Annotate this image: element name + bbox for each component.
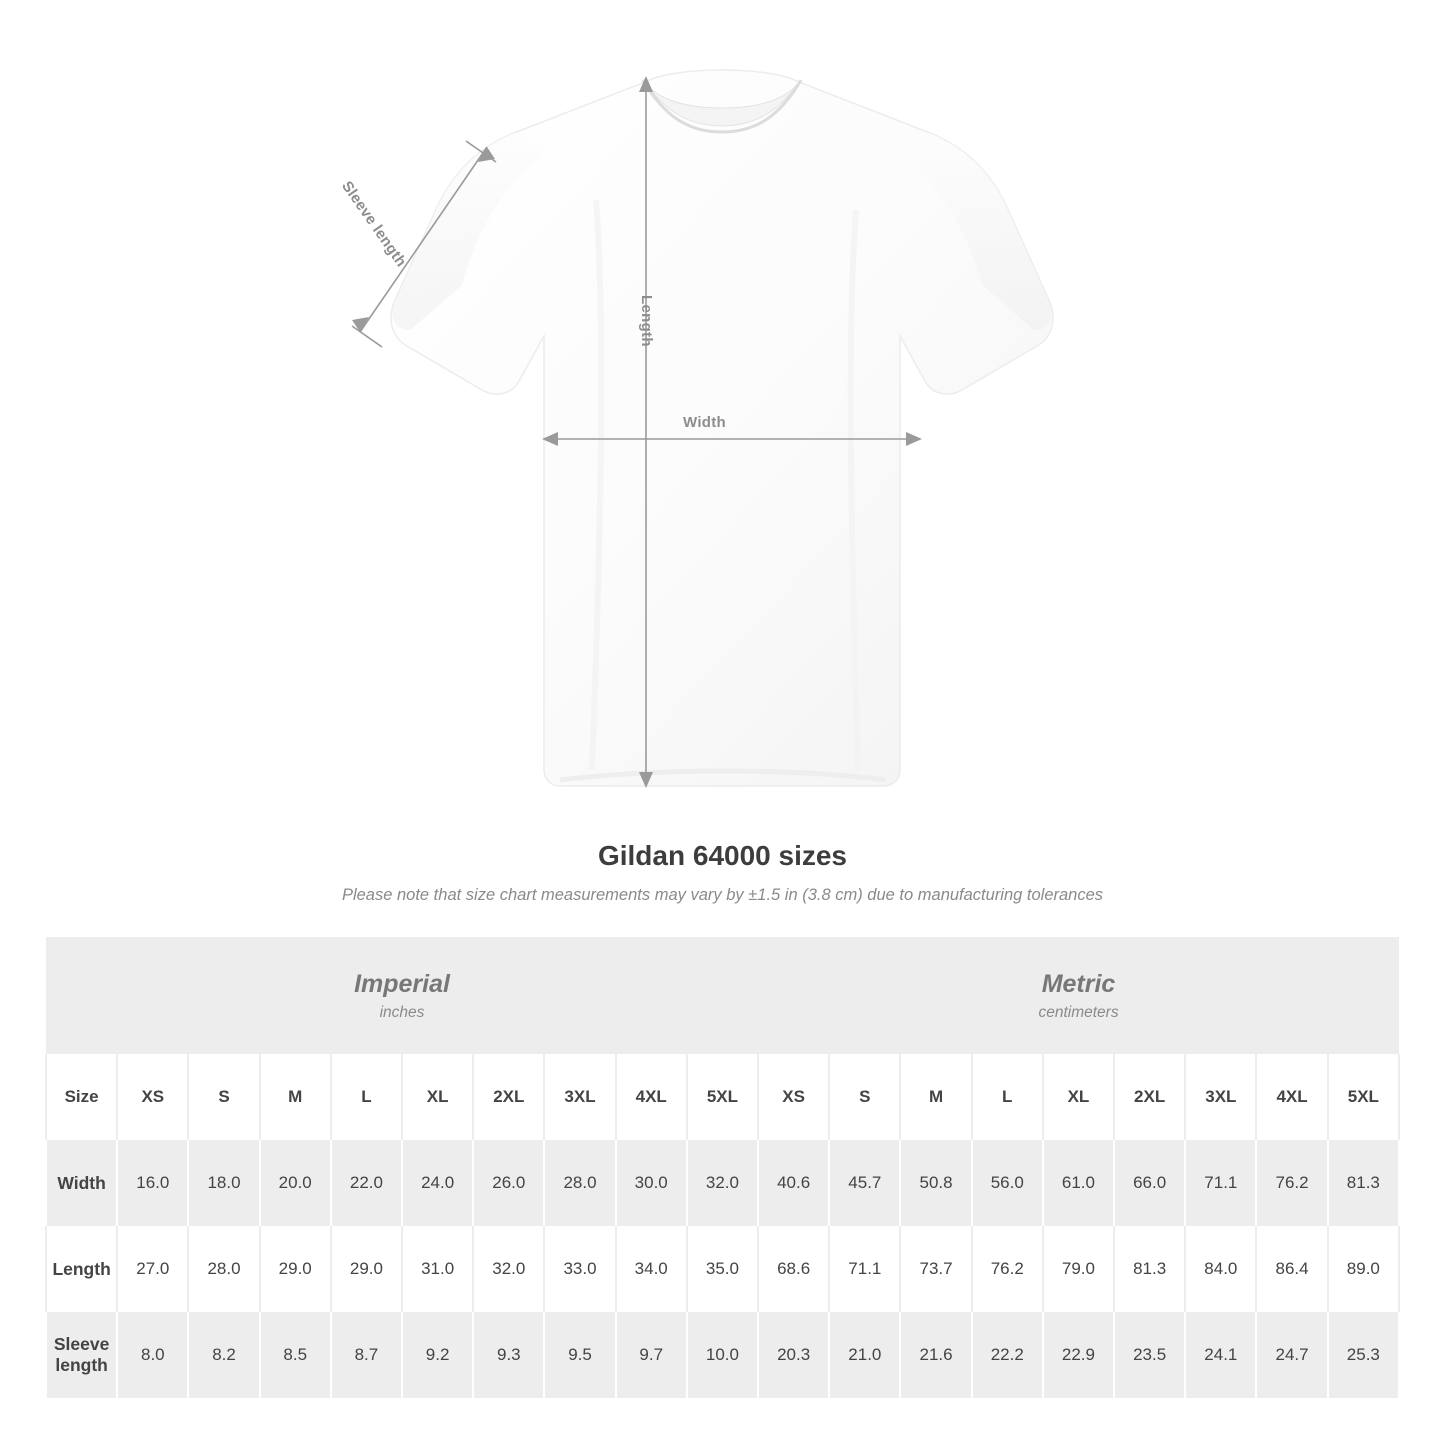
table-cell: 20.3: [758, 1312, 829, 1398]
table-row: [46, 1312, 1399, 1398]
table-cell: 25.3: [1328, 1312, 1399, 1398]
table-cell: 16.0: [117, 1140, 188, 1226]
sleeve-length-label: Sleeve length: [338, 178, 410, 271]
size-header-cell: L: [331, 1054, 402, 1140]
table-cell: 35.0: [687, 1226, 758, 1312]
table-cell: 32.0: [687, 1140, 758, 1226]
table-cell: 81.3: [1328, 1140, 1399, 1226]
table-cell: 40.6: [758, 1140, 829, 1226]
size-header-cell: M: [260, 1054, 331, 1140]
row-label-width: Width: [46, 1140, 117, 1226]
size-header-cell: XS: [117, 1054, 188, 1140]
table-cell: 22.0: [331, 1140, 402, 1226]
size-header-cell: XL: [402, 1054, 473, 1140]
table-cell: 84.0: [1185, 1226, 1256, 1312]
unit-group-imperial-sub: inches: [379, 1004, 425, 1022]
size-header-cell: 3XL: [1185, 1054, 1256, 1140]
table-cell: 9.2: [402, 1312, 473, 1398]
table-cell: 29.0: [260, 1226, 331, 1312]
table-cell: 30.0: [616, 1140, 687, 1226]
size-header-cell: 2XL: [1114, 1054, 1185, 1140]
size-header-cell: S: [829, 1054, 900, 1140]
table-cell: 56.0: [972, 1140, 1043, 1226]
table-cell: 20.0: [260, 1140, 331, 1226]
table-cell: 22.9: [1043, 1312, 1114, 1398]
table-cell: 9.5: [544, 1312, 615, 1398]
table-cell: 21.0: [829, 1312, 900, 1398]
table-cell: 33.0: [544, 1226, 615, 1312]
size-header-cell: L: [972, 1054, 1043, 1140]
size-header-cell: M: [900, 1054, 971, 1140]
table-cell: 29.0: [331, 1226, 402, 1312]
size-header-cell: XL: [1043, 1054, 1114, 1140]
table-cell: 8.5: [260, 1312, 331, 1398]
table-cell: 9.3: [473, 1312, 544, 1398]
size-table-wrapper: [0, 937, 1445, 1398]
length-label: Length: [638, 295, 655, 347]
size-table: [45, 937, 1400, 1398]
size-header-cell: 3XL: [544, 1054, 615, 1140]
table-cell: 71.1: [829, 1226, 900, 1312]
size-header-cell: XS: [758, 1054, 829, 1140]
table-cell: 76.2: [972, 1226, 1043, 1312]
size-header-cell: S: [188, 1054, 259, 1140]
size-header-cell: 2XL: [473, 1054, 544, 1140]
unit-group-metric-sub: centimeters: [1038, 1004, 1119, 1022]
unit-group-imperial-name: Imperial: [354, 969, 450, 998]
title-block: [0, 840, 1445, 905]
table-cell: 89.0: [1328, 1226, 1399, 1312]
table-cell: 68.6: [758, 1226, 829, 1312]
table-cell: 10.0: [687, 1312, 758, 1398]
table-cell: 8.7: [331, 1312, 402, 1398]
table-cell: 73.7: [900, 1226, 971, 1312]
size-header-cell: 5XL: [687, 1054, 758, 1140]
table-cell: 28.0: [188, 1226, 259, 1312]
table-cell: 45.7: [829, 1140, 900, 1226]
table-cell: 71.1: [1185, 1140, 1256, 1226]
table-cell: 24.1: [1185, 1312, 1256, 1398]
table-cell: 66.0: [1114, 1140, 1185, 1226]
table-row: [46, 1140, 1399, 1226]
row-label-sleeve-length: Sleeve length: [46, 1312, 117, 1398]
table-cell: 24.0: [402, 1140, 473, 1226]
table-cell: 28.0: [544, 1140, 615, 1226]
unit-group-metric: [758, 937, 1399, 1054]
size-header-cell: 4XL: [1256, 1054, 1327, 1140]
table-cell: 76.2: [1256, 1140, 1327, 1226]
size-row-label: Size: [46, 1054, 117, 1140]
table-cell: 24.7: [1256, 1312, 1327, 1398]
table-cell: 31.0: [402, 1226, 473, 1312]
table-cell: 23.5: [1114, 1312, 1185, 1398]
table-cell: 27.0: [117, 1226, 188, 1312]
table-cell: 18.0: [188, 1140, 259, 1226]
tolerance-note: Please note that size chart measurements may vary by ±1.5 in (3.8 cm) due to manufacturing tolerances: [341, 886, 1104, 904]
table-cell: 61.0: [1043, 1140, 1114, 1226]
table-cell: 86.4: [1256, 1226, 1327, 1312]
table-cell: 26.0: [473, 1140, 544, 1226]
unit-group-imperial: [46, 937, 758, 1054]
unit-header-row: [46, 937, 1399, 1054]
table-cell: 8.2: [188, 1312, 259, 1398]
size-header-cell: 4XL: [616, 1054, 687, 1140]
table-cell: 9.7: [616, 1312, 687, 1398]
page-title: Gildan 64000 sizes: [597, 840, 848, 871]
table-cell: 34.0: [616, 1226, 687, 1312]
size-header-row: [46, 1054, 1399, 1140]
row-label-length: Length: [46, 1226, 117, 1312]
table-cell: 21.6: [900, 1312, 971, 1398]
table-cell: 81.3: [1114, 1226, 1185, 1312]
table-cell: 79.0: [1043, 1226, 1114, 1312]
table-cell: 8.0: [117, 1312, 188, 1398]
width-label: Width: [683, 414, 727, 431]
size-header-cell: 5XL: [1328, 1054, 1399, 1140]
unit-group-metric-name: Metric: [1041, 969, 1116, 998]
table-cell: 22.2: [972, 1312, 1043, 1398]
table-cell: 32.0: [473, 1226, 544, 1312]
table-cell: 50.8: [900, 1140, 971, 1226]
table-row: [46, 1226, 1399, 1312]
